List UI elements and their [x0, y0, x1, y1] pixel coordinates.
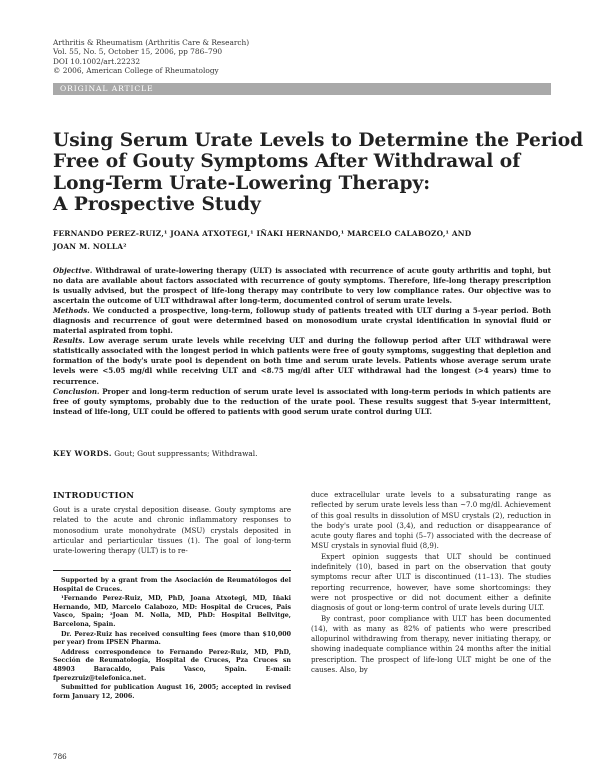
- footnote-submission: Submitted for publication August 16, 2005; accepted in revised form January 12, 2006.: [53, 684, 291, 700]
- title-line: Free of Gouty Symptoms After Withdrawal of: [53, 151, 521, 173]
- abstract-methods: [53, 306, 551, 336]
- title-line: A Prospective Study: [53, 193, 261, 215]
- journal-citation: [53, 38, 249, 76]
- authors-line: FERNANDO PEREZ-RUIZ,¹ JOANA ATXOTEGI,¹ IÑAKI HERNANDO,¹ MARCELO CALABOZO,¹ AND: [53, 229, 472, 238]
- results-text: Low average serum urate levels while receiving ULT and during the followup period after ULT withdrawal were statistically associated with the longest period in which patients were free of gouty symptoms, suggesting that depletion and formation of the body's urate pool is dependent on both time and serum urate levels. Patients whose average serum urate levels were <5.05 mg/dl while receiving ULT and <8.75 mg/dl after ULT withdrawal had the longest (>4 years) time to recurrence.: [53, 336, 551, 386]
- body-paragraph: By contrast, poor compliance with ULT has been documented (14), with as many as 82% of patients who were prescribed allopurinol withdrawing from therapy, never initiating therapy, or showing inadequate compliance within 24 months after the initial prescription. The prospect of life-long ULT might be one of the causes. Also, by: [311, 613, 551, 675]
- title-line: Long-Term Urate-Lowering Therapy:: [53, 172, 431, 194]
- conclusion-text: Proper and long-term reduction of serum urate level is associated with long-term periods in which patients are free of gouty symptoms, probably due to the reduction of the urate pool. These results suggest that 5-year intermittent, instead of life-long, ULT could be offered to patients with good serum urate control during ULT.: [53, 386, 551, 416]
- abstract: [53, 266, 551, 417]
- journal-doi: DOI 10.1002/art.22232: [53, 56, 141, 66]
- intro-left-column: Gout is a urate crystal deposition disease. Gouty symptoms are related to the acute and chronic inflammatory responses to monosodium urate monohydrate (MSU) crystals deposited in articular and periarticular tissues (1). The goal of long-term urate-lowering therapy (ULT) is to re-: [53, 505, 291, 556]
- footnote-correspondence: Address correspondence to Fernando Perez-Ruiz, MD, PhD, Sección de Reumatología, Hospital de Cruces, Pza Cruces sn 48903 Baracaldo, Pais Vasco, Spain. E-mail: fperezruiz@telefonica.net.: [53, 648, 291, 682]
- title-line: Using Serum Urate Levels to Determine the Period: [53, 130, 584, 151]
- body-paragraph: duce extracellular urate levels to a subsaturating range as reflected by serum urate levels less than ~7.0 mg/dl. Achievement of this goal results in dissolution of MSU crystals (2), reduction in the body's urate pool (3,4), and reduction or disappearance of acute gouty flares and tophi (5–7) associated with the decrease of MSU crystals in synovial fluid (8,9).: [311, 490, 551, 551]
- keywords-text: Gout; Gout suppressants; Withdrawal.: [114, 449, 258, 458]
- journal-volume: Vol. 55, No. 5, October 15, 2006, pp 786–790: [53, 47, 223, 57]
- abstract-results: [53, 336, 551, 386]
- article-type-banner: ORIGINAL ARTICLE: [53, 83, 551, 95]
- abstract-objective: [53, 266, 551, 306]
- section-heading-introduction: INTRODUCTION: [53, 490, 135, 500]
- journal-name: Arthritis & Rheumatism (Arthritis Care & Research): [53, 38, 250, 47]
- authors-line: JOAN M. NOLLA²: [53, 241, 127, 251]
- footnote-affiliations: ¹Fernando Perez-Ruiz, MD, PhD, Joana Atxotegi, MD, Iñaki Hernando, MD, Marcelo Calabozo, MD: Hospital de Cruces, Pais Vasco, Spain; ²Joan M. Nolla, MD, PhD: Hospital Bellvitge, Barcelona, Spain.: [53, 595, 291, 628]
- body-paragraph: Expert opinion suggests that ULT should be continued indefinitely (10), based in part on the observation that gouty symptoms recur after ULT is discontinued (11–13). The studies reporting recurrence, however, have some shortcomings: they were not prospective or did not document either a definite diagnosis of gout or long-term control of urate levels during ULT.: [311, 551, 551, 613]
- footnote-disclosure: Dr. Perez-Ruiz has received consulting fees (more than $10,000 per year) from IPSEN Pharma.: [53, 630, 291, 647]
- intro-right-column: [311, 490, 551, 675]
- keywords: [53, 449, 258, 458]
- methods-label: Methods.: [53, 306, 90, 316]
- methods-text: We conducted a prospective, long-term, followup study of patients treated with ULT during a 5-year period. Both diagnosis and recurrence of gout were determined based on monosodium urate crystal identification in synovial fluid or material aspirated from tophi.: [53, 306, 551, 336]
- footnotes: [53, 570, 291, 702]
- abstract-conclusion: [53, 387, 551, 417]
- conclusion-label: Conclusion.: [53, 386, 100, 396]
- results-label: Results.: [53, 336, 85, 346]
- objective-text: Withdrawal of urate-lowering therapy (ULT) is associated with recurrence of acute gouty arthritis and tophi, but no data are available about factors associated with recurrence of gouty symptoms. Therefore, life-long therapy prescription is usually advised, but the prospect of life-long therapy may contribute to very low compliance rates. Our objective was to ascertain the outcome of ULT withdrawal after long-term, documented control of serum urate levels.: [53, 266, 551, 306]
- objective-label: Objective.: [53, 266, 93, 275]
- article-title: [53, 130, 584, 215]
- journal-copyright: © 2006, American College of Rheumatology: [53, 66, 219, 76]
- footnote-funding: Supported by a grant from the Asociación de Reumatólogos del Hospital de Cruces.: [53, 577, 291, 593]
- keywords-label: KEY WORDS.: [53, 449, 112, 458]
- author-list: [53, 228, 553, 253]
- page-number: 786: [53, 752, 67, 761]
